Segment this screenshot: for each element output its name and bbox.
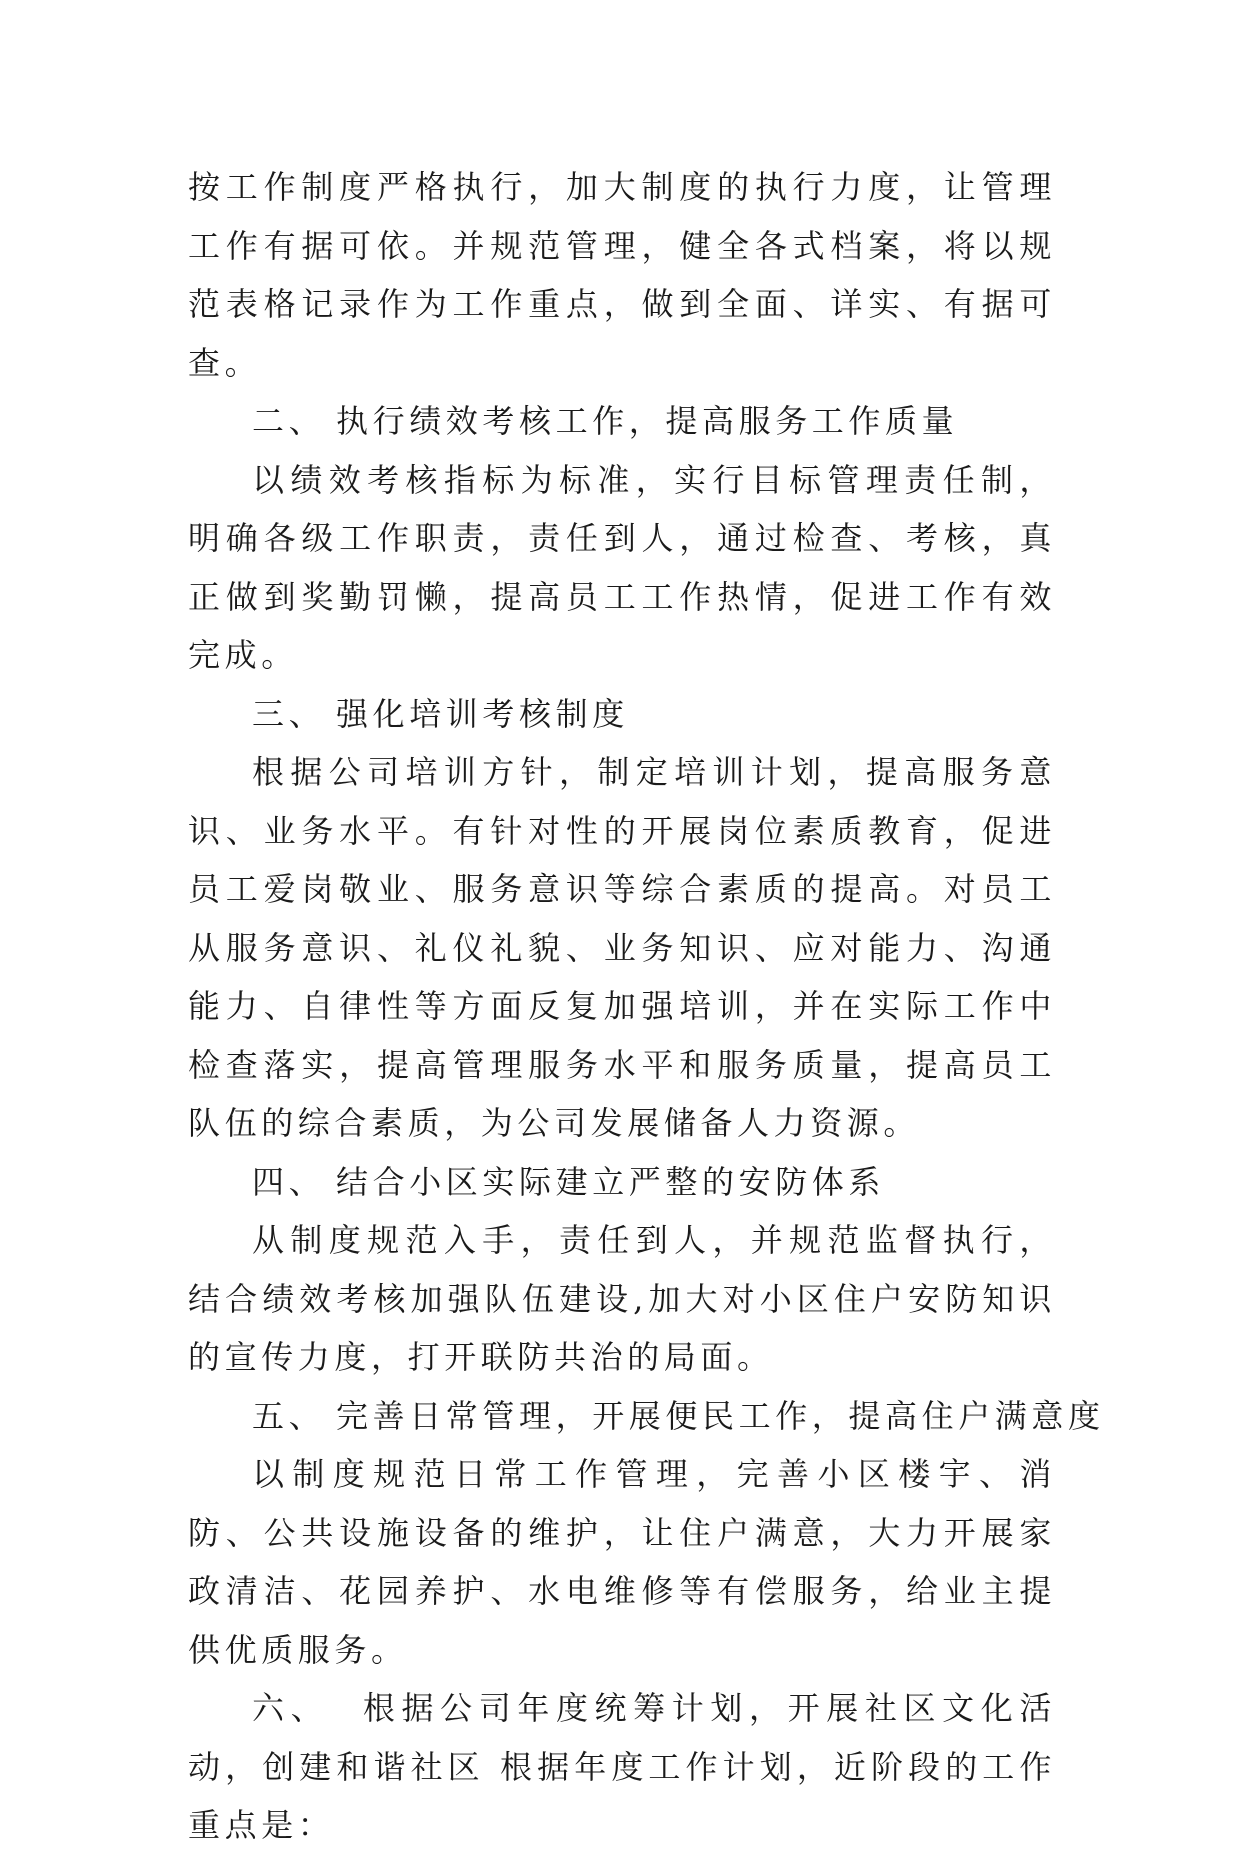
section-number: 二、	[252, 402, 326, 440]
section-title: 结合小区实际建立严整的安防体系	[336, 1162, 886, 1201]
section-heading-5	[188, 1387, 1105, 1446]
paragraph-intro: 按工作制度严格执行，加大制度的执行力度，让管理工作有据可依。并规范管理，健全各式档案，将以规范表格记录作为工作重点，做到全面、详实、有据可查。	[188, 168, 1056, 382]
paragraph-daily-management: 以制度规范日常工作管理，完善小区楼宇、消防、公共设施设备的维护，让住户满意，大力开展家政清洁、花园养护、水电维修等有偿服务，给业主提供优质服务。	[188, 1455, 1056, 1669]
document-body	[188, 158, 1105, 1855]
paragraph-training: 根据公司培训方针，制定培训计划，提高服务意识、业务水平。有针对性的开展岗位素质教育，促进员工爱岗敬业、服务意识等综合素质的提高。对员工从服务意识、礼仪礼貌、业务知识、应对能力、沟通能力、自律性等方面反复加强培训，并在实际工作中检查落实，提高管理服务水平和服务质量，提高员工队伍的综合素质，为公司发展储备人力资源。	[188, 753, 1056, 1142]
section-title: 强化培训考核制度	[336, 694, 629, 733]
section-heading-3	[188, 685, 1056, 744]
paragraph-performance: 以绩效考核指标为标准，实行目标管理责任制，明确各级工作职责，责任到人，通过检查、考核，真正做到奖勤罚懒，提高员工工作热情，促进工作有效完成。	[188, 460, 1056, 674]
section-number: 三、	[252, 694, 326, 733]
section-number: 四、	[252, 1162, 326, 1201]
paragraph-security: 从制度规范入手，责任到人，并规范监督执行，结合绩效考核加强队伍建设,加大对小区住户安防知识的宣传力度，打开联防共治的局面。	[188, 1221, 1056, 1376]
section-title: 完善日常管理，开展便民工作，提高住户满意度	[336, 1396, 1105, 1435]
section-number: 五、	[252, 1396, 326, 1435]
section-title: 执行绩效考核工作，提高服务工作质量	[336, 402, 959, 440]
section-heading-2	[188, 392, 1056, 451]
paragraph-community-culture: 六、 根据公司年度统筹计划，开展社区文化活动，创建和谐社区 根据年度工作计划，近阶段的工作重点是：	[188, 1689, 1056, 1844]
section-heading-4	[188, 1153, 1056, 1212]
